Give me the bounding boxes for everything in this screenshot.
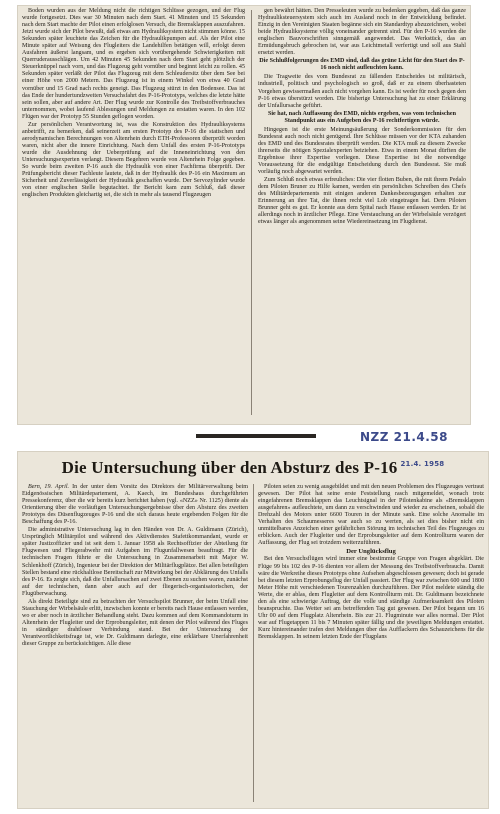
column-divider [253, 484, 254, 802]
clipping-top-left-column [22, 8, 245, 200]
dateline: Bern, 19. April. [28, 484, 70, 490]
paragraph: Zur persönlichen Verantwortung ist, was die Konstruktion des Hydrauliksystems anbetrifft, zu bemerken, daß seinerzeit am ersten Prototyp des P-16 die statischen und aerodynamischen Berechnungen von Altenrhein durch ETH-Professoren überprüft worden waren, nicht aber die innere Einrichtung. Nach dem Unfall des ersten P-16-Prototyps wurde die Ausdehnung der Ueberprüfung auf die Inneneinrichtung von den Untersuchungsexperten verlangt. Diesem Begehren wurde von Altenrhein Folge gegeben. So wurde beim zweiten P-16 auch die Hydraulik von einer Fachfirma überprüft. Der Prüfungsbericht dieser Fachleute lautete, daß in der Hydraulik des P-16 ein Maximum an Sicherheit und Zuverlässigkeit der Hydraulik geschaffen wurde. Der Servozylinder wurde von einer englischen Stelle begutachtet. Ihr Bericht kam zum Schluß, daß dieser englischen Produkten gleichartig sei, die sich in mehr als tausend Flugzeugen [22, 121, 245, 199]
separator-rule [196, 434, 316, 438]
article-right-column [258, 484, 484, 642]
dateline-paragraph [22, 484, 248, 526]
paragraph: Die administrative Untersuchung lag in den Händen von Dr. A. Guldimann (Zürich), Ursprünglich Militärpilot und während des Aktivdienstes Stafettkommandant, wurde er später Justizoffizier und ist seit dem 1. Januar 1958 als Rechtsoffizier der Abteilung für Flugwesen und Fliegerabwehr mit Aufgaben im Flugunfallwesen beauftragt. Für die technischen Fragen führte er die Untersuchung in Zusammenarbeit mit Major W. Schlenkhoff (Zürich), Ingenieur bei der Direktion der Militärflugplätze. Bei allen beteiligten Stellen bestand eine rückhaltlose Bereitschaft zur Mitwirkung bei der Abklärung des Unfalls des P-16. Es zeigte sich, daß die Unfallursachen auf zwei Ebenen zu suchen waren, zunächst auf der technischen, dann aber auch auf der fliegerisch-organisatorischen, der Flugüberwachung. [22, 527, 248, 597]
bold-conclusion: Sie hat, nach Auffassung des EMD, nichts ergeben, was vom technischen Standpunkt aus ein Aufgeben des P-16 rechtfertigen würde. [267, 110, 457, 124]
paragraph: Boden wurden aus der Meldung nicht die richtigen Schlüsse gezogen, und der Flug wurde fortgesetzt. Dies war 30 Minuten nach dem Start. 41 Minuten und 15 Sekunden nach dem Start machte der Pilot einen erfolglosen Versuch, die Bremsklappen auszufahren. Jetzt wurde sich der Pilot bewußt, daß etwas am Hydrauliksystem nicht stimmen könne. 15 Sekunden später leuchtete das Zeichen für die Hydraulikpumpen auf. Als der Pilot eine Minute später auf Weisung des Flugleiters die Landehilfen betätigen will, erfolgt deren Ausfahren äußerst langsam, und es ergeben sich vorübergehende Schwierigkeiten mit Querruderausschlägen. Um 42 Minuten 45 Sekunden nach dem Start geht plötzlich der Steuerknüppel nach vorn, und das Flugzeug geht vornüber und beginnt leicht zu rollen. 45 Sekunden später verläßt der Pilot das Flugzeug mit dem Schleudersitz über dem See bei einer Höhe von 2000 Metern. Das Flugzeug ist in einem Winkel von etwa 40 Grad vornüber und 15 Grad nach rechts geneigt. Das Flugzeug stürzt in den Bodensee. Das ist das Ende der hundertundzweiten Versuchsfahrt des P-16-Prototyps, welches die letzte hätte sein sollen, aber auf andere Art. Der Flug wurde zur Kontrolle des Treibstoffverbrauches unternommen, wobei laufend Ablesungen und Meldungen zu erstatten waren. In den 102 Flügen war der Prototyp 55 Stunden geflogen worden. [22, 8, 245, 120]
clipping-bottom [18, 452, 488, 808]
bold-conclusion: Die Schlußfolgerungen des EMD sind, daß das grüne Licht für den Start des P-16 noch nicht aufleuchten kann. [259, 58, 465, 72]
subheading: Der Unglücksflug [346, 548, 396, 556]
column-divider [251, 10, 252, 415]
paragraph: Piloten seien zu wenig ausgebildet und mit den neuen Problemen des Flugzeuges vertraut gewesen. Der Pilot hat seine erste Feststellung rasch mitgemeldet, wonach trotz eingefahrenen Bremsklappen das Leuchtsignal in der Pilotenkabine als «Bremsklappen ausgefahren» aufleuchtete, um dann zu verschwinden und wieder zu erscheinen, sobald die Drehzahl des Motors unter 6600 Touren in der Minute sank. Eine solche Anomalie im Verhalten des Schaumesseres war auch so zu werten, als sei dies bisher nicht ein unmittelbares Anzeichen einer gefährlichen Störung im technischen Teil des Flugzeuges zu erblicken. Auch der Flugleiter und der Erprobungsleiter auf dem Kontrollturm waren der Auffassung, der Flug sei trotzdem weiterzuführen. [258, 484, 484, 547]
clipping-top [18, 6, 470, 424]
article-title-text: Die Untersuchung über den Absturz des P-16 [61, 458, 398, 477]
paragraph-text: In der unter dem Vorsitz des Direktors der Militärverwaltung beim Eidgenössischen Militärdepartement, A. Kaech, im Bundeshaus durchgeführten Pressekonferenz, über die wir bereits kurz berichtet haben (vgl. «NZZ» Nr. 1125) diente als Orientierung über die vorläufigen Untersuchungsergebnisse über den Absturz des zweiten Prototyps des Düsenflugzeuges P-16 und die sich daraus heute ergebenden Folgen für die Beschaffung des P-16. [22, 484, 248, 526]
paragraph: Als direkt Beteiligte sind zu betrachten der Versuchspilot Brunner, der beim Unfall eine Stauchung der Wirbelsäule erlitt, inzwischen konnte er bereits nach Hause entlassen werden, wo er aber noch in ärztlicher Behandlung steht. Dazu kommen auf dem Kommandoturm in Altenrhein der Flugleiter und der Erprobungsleiter, mit denen der Pilot während des Fluges in ständiger drahtloser Verbindung stand. Bei der Untersuchung der Verantwortlichkeitsfrage ist, wie Dr. Guldimann darlegte, eine erklärbare Unerfahrenheit dieser Gruppe zu berücksichtigen. Alle diese [22, 598, 248, 648]
paragraph: gen bewährt hätten. Den Presseleuten wurde zu bedenken gegeben, daß das ganze Hydrauliksteuersystem sich auch im Ausland noch in der Entwicklung befindet. Einzig in den Vereinigten Staaten begänne sich ein Standardtyp abzuzeichnen, wobei beide Hydrauliksysteme völlig voneinander getrennt sind. Für den P-16 wurden die englischen Bauvorschriften sinngemäß angewendet. Das Werkstück, das an Ermüdungsbruch gebrochen ist, war aus Leichtmetall verfertigt und soll aus Stahl ersetzt werden. [258, 8, 466, 57]
paragraph: Bei den Versuchsflügen wird immer eine bestimmte Gruppe von Fragen abgeklärt. Die Flüge 99 bis 102 des P-16 dienten vor allem der Messung des Treibstoffverbrauchs. Damit wäre die Werkreihe dieses Prototyps ohne Aufsehen abgeschlossen gewesen; doch ist gerade bei diesem letzten Erprobungsflug der Unfall passiert. Der Flug war zwischen 600 und 1800 Meter Höhe mit verschiedenen Tourenzahlen durchzuführen. Der Pilot meldete ständig die Werte, die er ablas, dem Flugleiter auf dem Kontrollturm mit. Dr. Guldimann bezeichnete den als eine schwierige Auftrag, der die volle und ständige Aufmerksamkeit des Piloten beanspruchte. Das Wetter sei am betreffenden Tag gut gewesen. Der Pilot begann um 16 Uhr 00 auf dem Flugplatz Altenrhein. Bis zur 21. Flugminute war alles normal. Der Pilot war auf Flugetappen 11 bis 7 Minuten später fällig und die jeweiligen Meldungen erstattet. Kurz hintereinander trafen drei Meldungen über das Aufflackern des Schauzeichens für die Bremsklappen. In seinem letzten Ende der Flugplans [258, 556, 484, 640]
handwritten-date-note: NZZ 21.4.58 [360, 430, 448, 444]
handwritten-date-small: 21.4. 1958 [400, 460, 445, 469]
paragraph: Zum Schluß noch etwas erfreuliches: Die vier flotten Buben, die mit ihrem Pedalo dem Piloten Bruner zu Hilfe kamen, werden ein persönliches Schreiben des Chefs des Militärdepartements mit einigen anderen Dankesbezeugungen erhalten zur Erinnerung an ihre Tat, die ihnen recht viel Lob eingetragen hat. Dem Piloten Brunner geht es gut. Er konnte aus dem Spital nach Hause entlassen werden. Er ist allerdings noch in ärztlicher Pflege. Eine Verstauchung an der Wirbelsäule verzögert etwas länger als angenommen seine Wiedereinsetzung im Flugdienst. [258, 177, 466, 226]
paragraph: Die Tragweite des vom Bundesrat zu fällenden Entscheides ist militärisch, industriell, politisch und psychologisch so groß, daß er zu einem überhasteten Vorgehen gewissermaßen auch nicht vorgehen kann. Es ist weder für noch gegen den P-16 etwas überstürzt worden. Die bisherige Untersuchung hat zu einer Erklärung der Unfallursache geführt. [258, 74, 466, 109]
clipping-top-right-column [258, 8, 466, 227]
article-left-column [22, 484, 248, 649]
article-title [22, 458, 484, 478]
paragraph: Hingegen ist die erste Meinungsäußerung der Sonderkommission für den Bundesrat auch noch nicht genügend. Ihre Schlüsse müssen vor der KTA zuhanden des EMD und des Bundesrates überprüft werden. Die KTA muß zu diesem Zwecke ihrerseits die nötigen Spezialexperten beiziehen. Etwa in einem Monat dürften die Ergebnisse ihrer Expertise vorliegen. Diese Expertise ist die notwendige Voraussetzung für die endgültige Entscheidung durch den Bundesrat. Sie muß vorläufig noch abgewartet werden. [258, 126, 466, 176]
